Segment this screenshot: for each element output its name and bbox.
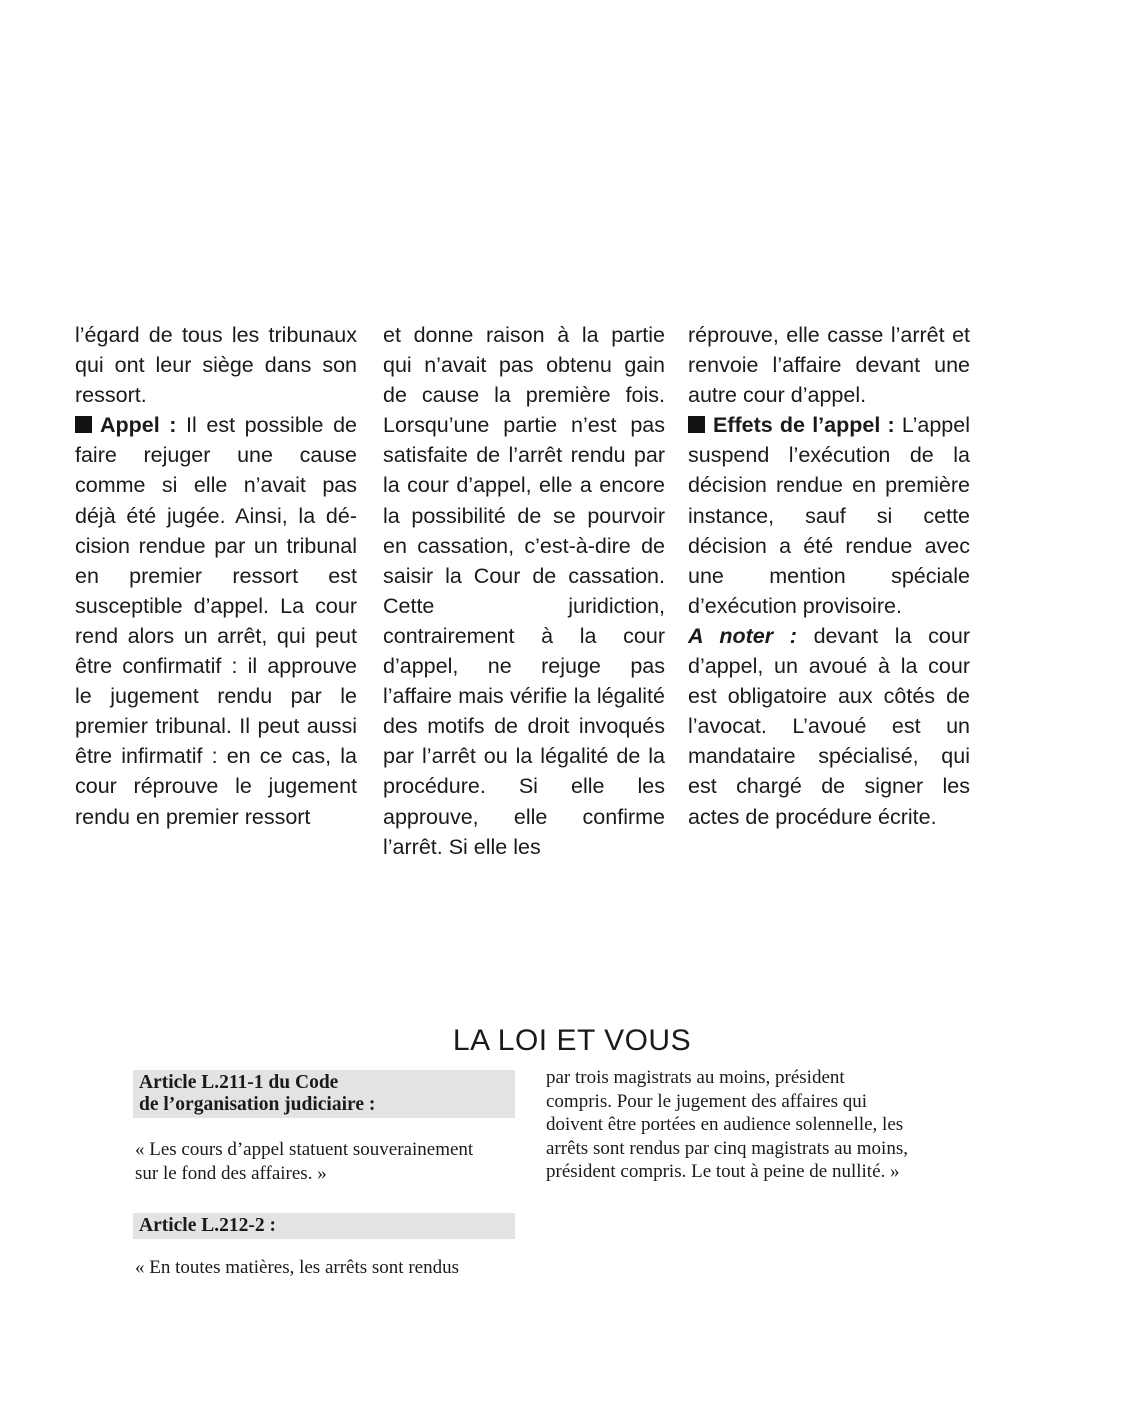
note-paragraph <box>688 621 970 832</box>
appel-paragraph <box>75 410 357 831</box>
article-1-text: « Les cours d’appel statuent souverainement sur le fond des affaires. » <box>135 1139 474 1184</box>
effets-heading: Effets de l’appel : <box>713 413 895 438</box>
column-3-intro: réprouve, elle casse l’arrêt et renvoie l’affaire devant une autre cour d’appel. <box>688 323 970 408</box>
text-column-2 <box>383 320 665 862</box>
square-bullet-icon <box>688 416 705 433</box>
square-bullet-icon <box>75 416 92 433</box>
article-2-text-start: « En toutes matières, les arrêts sont rendus <box>135 1257 459 1278</box>
law-box-title: LA LOI ET VOUS <box>452 1024 692 1057</box>
article-1-heading <box>133 1070 515 1118</box>
note-label: A noter : <box>688 623 797 648</box>
appel-text: Il est possible de faire rejuger une cause comme si elle n’avait pas déjà été jugée. Ainsi, la décision rendue par un tribunal en premier ressort est susceptible d’appel. La cour rend alors un arrêt, qui peut être confirmatif : il approuve le jugement rendu par le premier tribunal. Il peut aussi être infirmatif : en ce cas, la cour réprouve le jugement rendu en premier ressort <box>75 413 358 829</box>
article-2-text-continued: par trois magistrats au moins, président compris. Pour le jugement des affaires qui doivent être portées en audience solennelle, les arrêts sont rendus par cinq magistrats au moins, président compris. Le tout à peine de nullité. » <box>546 1067 908 1182</box>
effets-paragraph <box>688 410 970 621</box>
article-1-heading-line2: de l’organisation judiciaire : <box>139 1094 376 1115</box>
text-column-3 <box>688 320 970 832</box>
article-2-heading: Article L.212-2 : <box>133 1213 515 1239</box>
note-text: devant la cour d’appel, un avoué à la cour est obligatoire aux côtés de l’avocat. L’avoué est un mandataire spécialisé, qui est chargé de signer les actes de procédure écrite. <box>688 623 970 829</box>
text-column-1 <box>75 320 357 832</box>
column-2-text: et donne raison à la partie qui n’avait pas obtenu gain de cause la première fois. Lorsqu’une partie n’est pas satisfaite de l’arrêt rendu par la cour d’appel, elle a encore la possibilité de se pourvoir en cassation, c’est-à-dire de saisir la Cour de cassation. Cette juridiction, contrairement à la cour d’appel, ne rejuge pas l’affaire mais vérifie la légalité des motifs de droit invoqués par l’arrêt ou la légalité de la procédure. Si elle les approuve, elle confirme l’arrêt. Si elle les <box>383 323 665 859</box>
column-1-intro: l’égard de tous les tribunaux qui ont leur siège dans son ressort. <box>75 323 357 408</box>
effets-text: L’appel suspend l’exécution de la décision rendue en première instance, sauf si cette décision a été rendue avec une mention spéciale d’exécution provisoire. <box>688 413 970 618</box>
appel-heading: Appel : <box>100 413 177 438</box>
article-1-heading-line1: Article L.211-1 du Code <box>139 1072 339 1093</box>
